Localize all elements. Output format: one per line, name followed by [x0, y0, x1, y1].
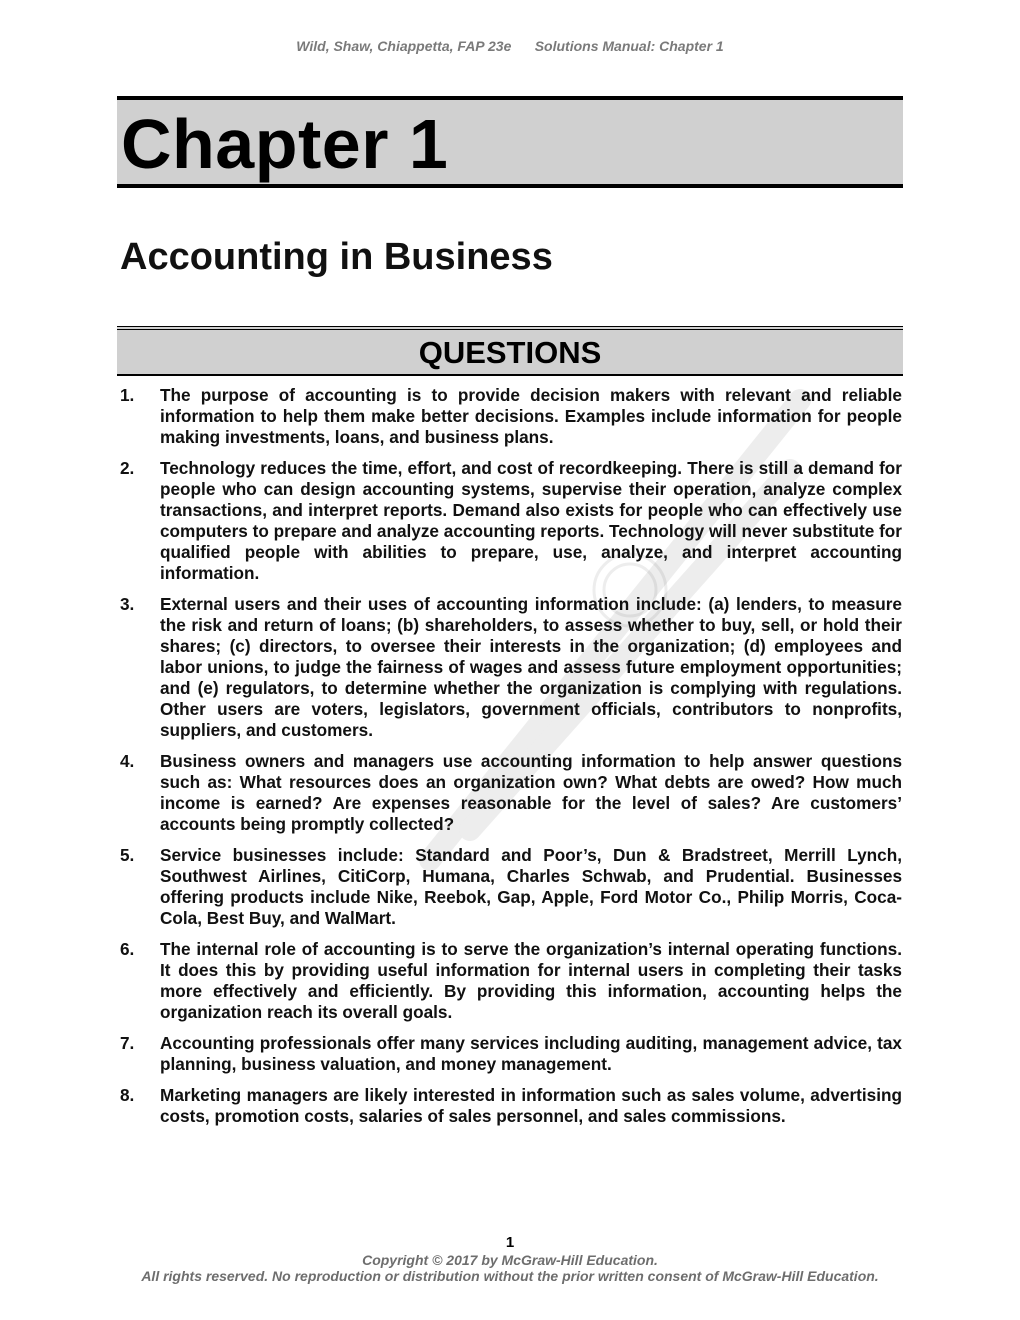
questions-section-title: QUESTIONS	[418, 335, 602, 370]
question-text: The purpose of accounting is to provide decision makers with relevant and reliable information to help them make better decisions. Examples include information for people making investments, loans, and business plans.	[160, 385, 902, 447]
question-item	[120, 385, 902, 448]
question-item	[120, 1085, 902, 1127]
question-text: External users and their uses of accounting information include: (a) lenders, to measure the risk and return of loans; (b) shareholders, to assess whether to buy, sell, or hold their shares; (c) directors, to oversee their interests in the organization; (d) employees and labor unions, to judge the fairness of wages and assess future employment opportunities; and (e) regulators, to determine whether the organization is complying with regulations. Other users are voters, legislators, government officials, contributors to nonprofits, suppliers, and customers.	[160, 594, 902, 740]
question-text: Accounting professionals offer many services including auditing, management advice, tax planning, business valuation, and money management.	[160, 1033, 902, 1074]
running-header: Wild, Shaw, Chiappetta, FAP 23e Solutions Manual: Chapter 1	[296, 38, 724, 54]
chapter-title: Chapter 1	[121, 105, 449, 183]
question-number: 1.	[120, 385, 135, 405]
question-number: 6.	[120, 939, 135, 959]
question-text: Marketing managers are likely interested in information such as sales volume, advertising costs, promotion costs, salaries of sales personnel, and sales commissions.	[160, 1085, 902, 1126]
page-number: 1	[505, 1234, 515, 1251]
question-item	[120, 458, 902, 584]
question-text: Service businesses include: Standard and Poor’s, Dun & Bradstreet, Merrill Lynch, Southwest Airlines, CitiCorp, Humana, Charles Schwab, and Prudential. Businesses offering products include Nike, Reebok, Gap, Apple, Ford Motor Co., Philip Morris, Coca-Cola, Best Buy, and WalMart.	[160, 845, 902, 928]
rights-notice: All rights reserved. No reproduction or distribution without the prior written consent of McGraw-Hill Education.	[141, 1268, 879, 1284]
question-item	[120, 845, 902, 929]
question-text: Technology reduces the time, effort, and cost of recordkeeping. There is still a demand for people who can design accounting systems, supervise their operation, analyze complex transactions, and interpret reports. Demand also exists for people who can effectively use computers to prepare and analyze accounting reports. Technology will never substitute for qualified people with abilities to prepare, use, analyze, and interpret accounting information.	[160, 458, 902, 583]
chapter-title-band	[117, 96, 903, 188]
question-item	[120, 594, 902, 741]
question-number: 8.	[120, 1085, 135, 1105]
question-item	[120, 939, 902, 1023]
question-number: 5.	[120, 845, 135, 865]
questions-section-band	[117, 326, 903, 376]
question-item	[120, 751, 902, 835]
question-number: 4.	[120, 751, 135, 771]
copyright-notice: Copyright © 2017 by McGraw-Hill Education.	[362, 1252, 658, 1268]
question-number: 7.	[120, 1033, 135, 1053]
question-text: The internal role of accounting is to serve the organization’s internal operating functions. It does this by providing useful information for internal users in completing their tasks more effectively and efficiently. By providing this information, accounting helps the organization reach its overall goals.	[160, 939, 902, 1022]
question-text: Business owners and managers use accounting information to help answer questions such as: What resources does an organization own? What debts are owed? How much income is earned? Are expenses reasonable for the level of sales? Are customers’ accounts being promptly collected?	[160, 751, 902, 834]
question-number: 2.	[120, 458, 135, 478]
chapter-subtitle: Accounting in Business	[120, 236, 553, 278]
question-number: 3.	[120, 594, 135, 614]
question-item	[120, 1033, 902, 1075]
questions-list	[120, 385, 902, 1137]
